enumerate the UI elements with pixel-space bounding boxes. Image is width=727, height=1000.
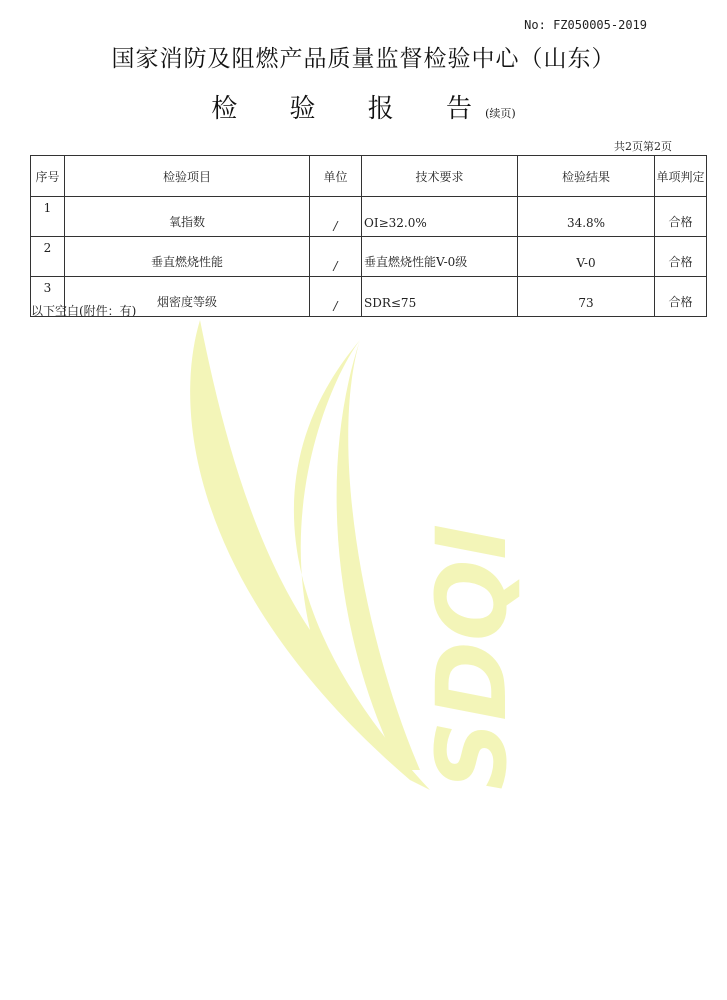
organization-title: 国家消防及阻燃产品质量监督检验中心（山东）	[111, 46, 616, 72]
column-header-item: 检验项目	[65, 156, 310, 197]
cell-unit: /	[310, 277, 362, 317]
cell-seq: 1	[31, 197, 65, 237]
document-number: No: FZ050005-2019	[524, 18, 647, 32]
column-header-seq: 序号	[31, 156, 65, 197]
cell-seq: 3	[31, 277, 65, 317]
report-subtitle: (续页)	[485, 107, 516, 120]
page-info: 共2页第2页	[614, 140, 672, 153]
table-header-row	[31, 156, 707, 197]
cell-judgment: 合格	[655, 277, 707, 317]
cell-requirement: OI≥32.0%	[362, 197, 518, 237]
remark-text: 以下空白(附件：有)	[31, 304, 137, 318]
table-row	[31, 237, 707, 277]
cell-unit: /	[310, 237, 362, 277]
cell-requirement: SDR≤75	[362, 277, 518, 317]
inspection-results-table	[30, 155, 707, 317]
column-header-unit: 单位	[310, 156, 362, 197]
cell-unit: /	[310, 197, 362, 237]
cell-item: 烟密度等级	[65, 277, 310, 317]
table-row	[31, 197, 707, 237]
watermark-text: SDQI	[416, 523, 528, 790]
cell-result: V-0	[518, 237, 655, 277]
report-title-block	[0, 88, 727, 125]
cell-judgment: 合格	[655, 237, 707, 277]
column-header-requirement: 技术要求	[362, 156, 518, 197]
column-header-result: 检验结果	[518, 156, 655, 197]
report-title: 检 验 报 告	[211, 94, 495, 124]
cell-result: 73	[518, 277, 655, 317]
cell-judgment: 合格	[655, 197, 707, 237]
cell-seq: 2	[31, 237, 65, 277]
cell-requirement: 垂直燃烧性能V-0级	[362, 237, 518, 277]
column-header-judgment: 单项判定	[655, 156, 707, 197]
cell-result: 34.8%	[518, 197, 655, 237]
sdqi-watermark-logo	[160, 300, 560, 800]
cell-item: 垂直燃烧性能	[65, 237, 310, 277]
cell-item: 氧指数	[65, 197, 310, 237]
